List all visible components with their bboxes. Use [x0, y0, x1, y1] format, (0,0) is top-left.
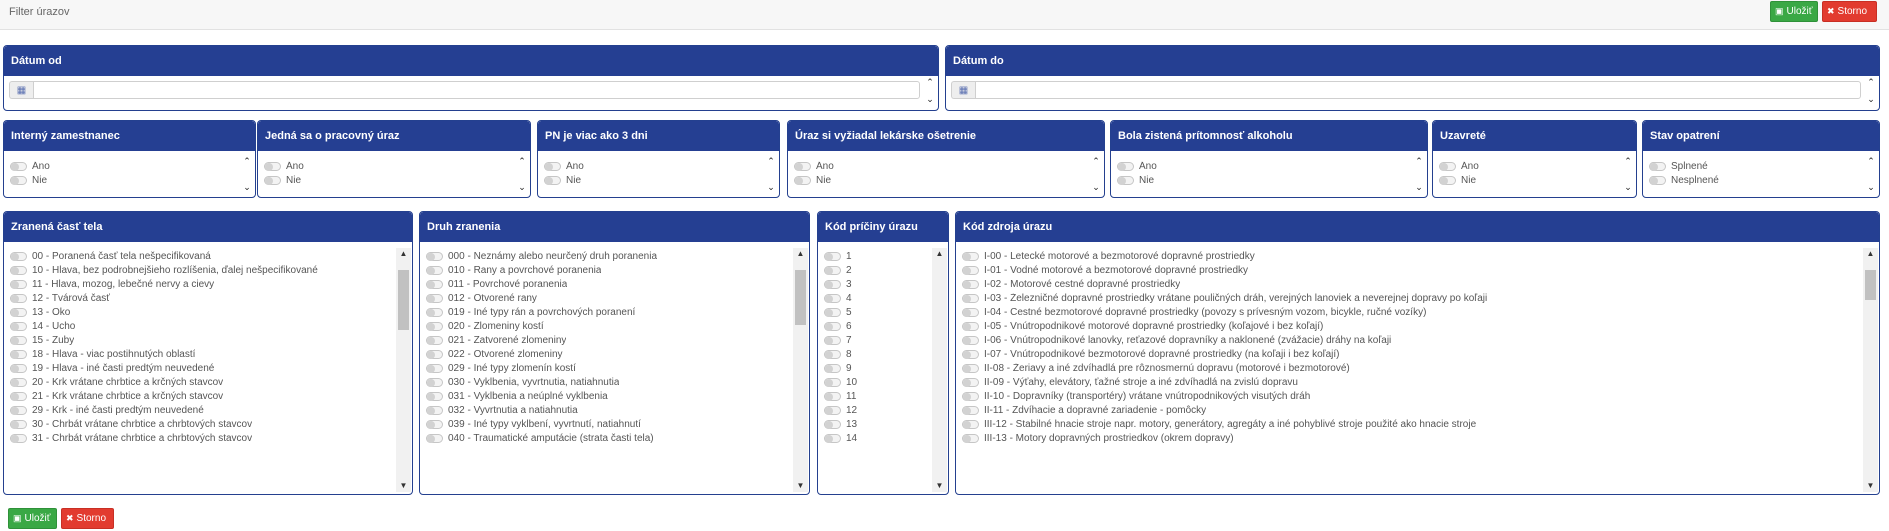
list-item[interactable]: [420, 319, 809, 333]
toggle-switch[interactable]: [824, 308, 841, 317]
chevron-down-icon[interactable]: ⌄: [1867, 182, 1875, 192]
list-item[interactable]: [420, 263, 809, 277]
list-item[interactable]: [4, 319, 412, 333]
list-card: [955, 211, 1880, 495]
toggle-switch[interactable]: [544, 176, 561, 185]
filter-card: [537, 120, 780, 198]
chevron-up-icon[interactable]: ⌃: [926, 77, 934, 87]
filter-option[interactable]: [4, 173, 255, 187]
toggle-switch[interactable]: [824, 392, 841, 401]
filter-label: Uzavreté: [1433, 121, 1636, 151]
toggle-switch[interactable]: [426, 336, 443, 345]
filter-scroll[interactable]: [1622, 155, 1634, 194]
list-item[interactable]: [818, 361, 948, 375]
list-item[interactable]: [420, 431, 809, 445]
item-label: 10 - Hlava, bez podrobnejšieho rozlíšenia, ďalej nešpecifikované: [32, 264, 318, 276]
item-label: 8: [846, 348, 852, 360]
filter-option[interactable]: [1643, 156, 1879, 173]
toggle-switch[interactable]: [824, 406, 841, 415]
toggle-switch[interactable]: [426, 420, 443, 429]
filter-option[interactable]: [258, 156, 530, 173]
list-item[interactable]: [4, 375, 412, 389]
toggle-switch[interactable]: [264, 176, 281, 185]
item-label: I-00 - Letecké motorové a bezmotorové dopravné prostriedky: [984, 250, 1255, 262]
toggle-switch[interactable]: [426, 294, 443, 303]
date-to-card: [945, 45, 1880, 111]
chevron-down-icon[interactable]: ⌄: [1415, 182, 1423, 192]
chevron-up-icon[interactable]: ▲: [399, 249, 408, 258]
cancel-button-bottom[interactable]: [61, 508, 114, 529]
scrollbar[interactable]: [932, 248, 947, 492]
option-label: Nie: [1461, 174, 1477, 186]
item-label: 029 - Iné typy zlomenín kostí: [448, 362, 576, 374]
filter-option[interactable]: [258, 173, 530, 187]
toggle-switch[interactable]: [962, 378, 979, 387]
list-label: Kód príčiny úrazu: [818, 212, 948, 242]
list-item[interactable]: [4, 403, 412, 417]
toggle-switch[interactable]: [1117, 176, 1134, 185]
chevron-up-icon[interactable]: ▲: [1866, 249, 1875, 258]
filter-label: Interný zamestnanec: [4, 121, 255, 151]
toggle-switch[interactable]: [962, 294, 979, 303]
item-label: I-07 - Vnútropodnikové bezmotorové dopravné prostriedky (na koľaji i bez koľají): [984, 348, 1340, 360]
item-label: III-13 - Motory dopravných prostriedkov (okrem dopravy): [984, 432, 1234, 444]
list-item[interactable]: [4, 347, 412, 361]
toggle-switch[interactable]: [426, 406, 443, 415]
option-label: Áno: [566, 160, 584, 172]
option-label: Áno: [1461, 160, 1479, 172]
list-item[interactable]: [956, 361, 1879, 375]
item-label: 031 - Vykĺbenia a neúplné vykĺbenia: [448, 390, 608, 402]
item-label: I-04 - Cestné bezmotorové dopravné prostriedky (povozy s prívesným vozom, bicykle, ručné vozíky): [984, 306, 1427, 318]
filter-option[interactable]: [788, 156, 1104, 173]
filter-label: Stav opatrení: [1643, 121, 1879, 151]
item-label: I-05 - Vnútropodnikové motorové dopravné prostriedky (koľajové i bez koľají): [984, 320, 1324, 332]
chevron-up-icon[interactable]: ⌃: [1867, 156, 1875, 166]
chevron-up-icon[interactable]: ▲: [796, 249, 805, 258]
cancel-button-top[interactable]: [1822, 1, 1877, 22]
list-item[interactable]: [4, 277, 412, 291]
list-item[interactable]: [4, 361, 412, 375]
list-item[interactable]: [956, 333, 1879, 347]
list-item[interactable]: [956, 319, 1879, 333]
list-item[interactable]: [420, 389, 809, 403]
toggle-switch[interactable]: [426, 252, 443, 261]
filter-option[interactable]: [1433, 156, 1636, 173]
item-label: 14 - Ucho: [32, 320, 76, 332]
toggle-switch[interactable]: [794, 162, 811, 171]
filter-option[interactable]: [538, 156, 779, 173]
top-bar: [0, 0, 1889, 30]
page-title: Filter úrazov: [9, 6, 70, 18]
toggle-switch[interactable]: [824, 364, 841, 373]
option-label: Nesplnené: [1671, 174, 1719, 186]
toggle-switch[interactable]: [824, 350, 841, 359]
toggle-switch[interactable]: [10, 294, 27, 303]
item-label: 3: [846, 278, 852, 290]
item-label: 011 - Povrchové poranenia: [448, 278, 568, 290]
date-from-card: [3, 45, 939, 111]
list-item[interactable]: [420, 361, 809, 375]
filter-card: [1110, 120, 1428, 198]
item-label: 10: [846, 376, 858, 388]
save-button-bottom[interactable]: [8, 508, 57, 529]
chevron-down-icon[interactable]: ⌄: [243, 182, 251, 192]
item-label: I-03 - Železničné dopravné prostriedky vrátane pouličných dráh, verejných lanoviek a neverejnej dopravy po koľaji: [984, 292, 1488, 304]
toggle-switch[interactable]: [962, 392, 979, 401]
chevron-up-icon[interactable]: ⌃: [1867, 77, 1875, 87]
list-item[interactable]: [818, 319, 948, 333]
list-item[interactable]: [818, 305, 948, 319]
list-item[interactable]: [420, 375, 809, 389]
item-label: 039 - Iné typy vykĺbení, vyvrtnutí, natiahnutí: [448, 418, 641, 430]
toggle-switch[interactable]: [962, 308, 979, 317]
item-label: 21 - Krk vrátane chrbtice a krčných stavcov: [32, 390, 224, 402]
item-label: 5: [846, 306, 852, 318]
filter-scroll[interactable]: [1413, 155, 1425, 194]
list-item[interactable]: [818, 249, 948, 263]
list-item[interactable]: [818, 347, 948, 361]
item-label: 12 - Tvárová časť: [32, 292, 111, 304]
chevron-up-icon[interactable]: ⌃: [518, 156, 526, 166]
toggle-switch[interactable]: [824, 266, 841, 275]
item-label: 019 - Iné typy rán a povrchových poranení: [448, 306, 636, 318]
item-label: II-09 - Výťahy, elevátory, ťažné stroje a iné zdvíhadlá na zvislú dopravu: [984, 376, 1298, 388]
filter-card: [257, 120, 531, 198]
toggle-switch[interactable]: [962, 434, 979, 443]
date-from-input[interactable]: [33, 81, 920, 99]
list-label: Zranená časť tela: [4, 212, 412, 242]
save-icon: ▣: [13, 513, 22, 523]
filter-scroll[interactable]: [241, 155, 253, 194]
list-item[interactable]: [4, 305, 412, 319]
toggle-switch[interactable]: [962, 322, 979, 331]
filter-label: Jedná sa o pracovný úraz: [258, 121, 530, 151]
scrollbar[interactable]: [396, 248, 411, 492]
option-label: Nie: [32, 174, 48, 186]
chevron-up-icon[interactable]: ▲: [935, 249, 944, 258]
toggle-switch[interactable]: [1439, 162, 1456, 171]
cancel-button-label: Storno: [1837, 6, 1868, 17]
option-label: Nie: [566, 174, 582, 186]
list-item[interactable]: [956, 375, 1879, 389]
item-label: 1: [846, 250, 852, 262]
toggle-switch[interactable]: [10, 420, 27, 429]
chevron-down-icon[interactable]: ▼: [796, 481, 805, 490]
chevron-up-icon[interactable]: ⌃: [1415, 156, 1423, 166]
list-item[interactable]: [4, 249, 412, 263]
toggle-switch[interactable]: [10, 308, 27, 317]
chevron-down-icon[interactable]: ▼: [935, 481, 944, 490]
chevron-up-icon[interactable]: ⌃: [243, 156, 251, 166]
list-item[interactable]: [956, 389, 1879, 403]
list-item[interactable]: [4, 431, 412, 445]
toggle-switch[interactable]: [426, 378, 443, 387]
filter-option[interactable]: [4, 156, 255, 173]
chevron-down-icon[interactable]: ▼: [399, 481, 408, 490]
toggle-switch[interactable]: [794, 176, 811, 185]
list-item[interactable]: [818, 263, 948, 277]
chevron-down-icon[interactable]: ▼: [1866, 481, 1875, 490]
chevron-up-icon[interactable]: ⌃: [1092, 156, 1100, 166]
chevron-down-icon[interactable]: ⌄: [1867, 94, 1875, 104]
list-item[interactable]: [4, 333, 412, 347]
toggle-switch[interactable]: [426, 392, 443, 401]
toggle-switch[interactable]: [962, 336, 979, 345]
item-label: 12: [846, 404, 858, 416]
item-label: 20 - Krk vrátane chrbtice a krčných stavcov: [32, 376, 224, 388]
item-label: 19 - Hlava - iné časti predtým neuvedené: [32, 362, 215, 374]
list-item[interactable]: [420, 403, 809, 417]
scroll-thumb[interactable]: [398, 270, 409, 330]
toggle-switch[interactable]: [426, 350, 443, 359]
date-to-scroll[interactable]: [1865, 76, 1877, 106]
item-label: 13: [846, 418, 858, 430]
date-to-label: Dátum do: [946, 46, 1879, 76]
item-label: II-10 - Dopravníky (transportéry) vrátane vnútropodnikových visutých dráh: [984, 390, 1311, 402]
scroll-thumb[interactable]: [795, 270, 806, 325]
toggle-switch[interactable]: [10, 406, 27, 415]
item-label: 6: [846, 320, 852, 332]
list-item[interactable]: [818, 277, 948, 291]
list-item[interactable]: [420, 333, 809, 347]
item-label: 31 - Chrbát vrátane chrbtice a chrbtových stavcov: [32, 432, 253, 444]
save-button-label: Uložiť: [24, 513, 51, 524]
save-button-top[interactable]: [1770, 1, 1818, 22]
list-item[interactable]: [420, 347, 809, 361]
item-label: 021 - Zatvorené zlomeniny: [448, 334, 567, 346]
item-label: II-08 - Žeriavy a iné zdvíhadlá pre rôznosmernú dopravu (motorové i bezmotorové): [984, 362, 1350, 374]
toggle-switch[interactable]: [426, 266, 443, 275]
save-button-label: Uložiť: [1786, 6, 1813, 17]
item-label: 4: [846, 292, 852, 304]
toggle-switch[interactable]: [962, 406, 979, 415]
toggle-switch[interactable]: [1117, 162, 1134, 171]
toggle-switch[interactable]: [1439, 176, 1456, 185]
list-item[interactable]: [956, 305, 1879, 319]
list-item[interactable]: [818, 403, 948, 417]
toggle-switch[interactable]: [426, 322, 443, 331]
toggle-switch[interactable]: [426, 280, 443, 289]
toggle-switch[interactable]: [1649, 176, 1666, 185]
item-label: 30 - Chrbát vrátane chrbtice a chrbtových stavcov: [32, 418, 253, 430]
list-card: [817, 211, 949, 495]
option-label: Nie: [816, 174, 832, 186]
list-item[interactable]: [420, 277, 809, 291]
scrollbar[interactable]: [1863, 248, 1878, 492]
item-label: 030 - Vykĺbenia, vyvrtnutia, natiahnutia: [448, 376, 620, 388]
toggle-switch[interactable]: [544, 162, 561, 171]
toggle-switch[interactable]: [264, 162, 281, 171]
chevron-down-icon[interactable]: ⌄: [767, 182, 775, 192]
toggle-switch[interactable]: [962, 350, 979, 359]
list-item[interactable]: [818, 389, 948, 403]
item-label: III-12 - Stabilné hnacie stroje napr. motory, generátory, agregáty a iné pohyblivé stroje použité ako hnacie stroje: [984, 418, 1477, 430]
item-label: 010 - Rany a povrchové poranenia: [448, 264, 602, 276]
item-label: 9: [846, 362, 852, 374]
option-label: Nie: [286, 174, 302, 186]
filter-option[interactable]: [788, 173, 1104, 187]
filter-scroll[interactable]: [516, 155, 528, 194]
option-label: Áno: [32, 160, 50, 172]
list-item[interactable]: [420, 417, 809, 431]
filter-label: Úraz si vyžiadal lekárske ošetrenie: [788, 121, 1104, 151]
filter-card: [1432, 120, 1637, 198]
item-label: 13 - Oko: [32, 306, 71, 318]
list-label: Druh zranenia: [420, 212, 809, 242]
item-label: 020 - Zlomeniny kostí: [448, 320, 544, 332]
scroll-thumb[interactable]: [1865, 270, 1876, 300]
filter-card: [787, 120, 1105, 198]
filter-option[interactable]: [1111, 173, 1427, 187]
cancel-icon: ✖: [66, 513, 74, 523]
list-item[interactable]: [4, 417, 412, 431]
item-label: 032 - Vyvrtnutia a natiahnutia: [448, 404, 578, 416]
list-card: [3, 211, 413, 495]
calendar-icon[interactable]: ▦: [9, 81, 33, 99]
toggle-switch[interactable]: [824, 420, 841, 429]
date-from-label: Dátum od: [4, 46, 938, 76]
toggle-switch[interactable]: [824, 434, 841, 443]
filter-label: PN je viac ako 3 dni: [538, 121, 779, 151]
toggle-switch[interactable]: [426, 434, 443, 443]
option-label: Nie: [1139, 174, 1155, 186]
list-item[interactable]: [956, 263, 1879, 277]
toggle-switch[interactable]: [962, 364, 979, 373]
item-label: 15 - Zuby: [32, 334, 75, 346]
item-label: 012 - Otvorené rany: [448, 292, 537, 304]
filter-scroll[interactable]: [765, 155, 777, 194]
toggle-switch[interactable]: [10, 176, 27, 185]
filter-scroll[interactable]: [1090, 155, 1102, 194]
filter-option[interactable]: [1643, 173, 1879, 187]
list-item[interactable]: [956, 291, 1879, 305]
list-item[interactable]: [956, 431, 1879, 445]
cancel-icon: ✖: [1827, 6, 1835, 16]
toggle-switch[interactable]: [426, 308, 443, 317]
cancel-button-label: Storno: [76, 513, 107, 524]
list-item[interactable]: [818, 333, 948, 347]
list-item[interactable]: [956, 347, 1879, 361]
toggle-switch[interactable]: [962, 266, 979, 275]
list-item[interactable]: [4, 389, 412, 403]
filter-scroll[interactable]: [1865, 155, 1877, 194]
list-card: [419, 211, 810, 495]
toggle-switch[interactable]: [10, 378, 27, 387]
item-label: I-01 - Vodné motorové a bezmotorové dopravné prostriedky: [984, 264, 1249, 276]
filter-card: [3, 120, 256, 198]
item-label: I-06 - Vnútropodnikové lanovky, reťazové dopravníky a naklonené (zvážacie) dráhy na koľaji: [984, 334, 1392, 346]
item-label: 11 - Hlava, mozog, lebečné nervy a cievy: [32, 278, 215, 290]
toggle-switch[interactable]: [10, 336, 27, 345]
item-label: 040 - Traumatické amputácie (strata časti tela): [448, 432, 654, 444]
item-label: I-02 - Motorové cestné dopravné prostriedky: [984, 278, 1181, 290]
toggle-switch[interactable]: [426, 364, 443, 373]
list-item[interactable]: [956, 249, 1879, 263]
option-label: Splnené: [1671, 160, 1708, 172]
toggle-switch[interactable]: [824, 336, 841, 345]
chevron-up-icon[interactable]: ⌃: [1624, 156, 1632, 166]
item-label: 2: [846, 264, 852, 276]
list-item[interactable]: [956, 417, 1879, 431]
toggle-switch[interactable]: [962, 420, 979, 429]
toggle-switch[interactable]: [10, 252, 27, 261]
list-item[interactable]: [4, 263, 412, 277]
toggle-switch[interactable]: [824, 378, 841, 387]
item-label: 29 - Krk - iné časti predtým neuvedené: [32, 404, 204, 416]
toggle-switch[interactable]: [10, 266, 27, 275]
toggle-switch[interactable]: [10, 350, 27, 359]
list-item[interactable]: [956, 403, 1879, 417]
toggle-switch[interactable]: [824, 280, 841, 289]
date-from-scroll[interactable]: [924, 76, 936, 106]
item-label: 022 - Otvorené zlomeniny: [448, 348, 563, 360]
item-label: 000 - Neznámy alebo neurčený druh poranenia: [448, 250, 658, 262]
option-label: Áno: [286, 160, 304, 172]
chevron-down-icon[interactable]: ⌄: [926, 94, 934, 104]
filter-option[interactable]: [1111, 156, 1427, 173]
calendar-icon[interactable]: ▦: [951, 81, 975, 99]
date-to-input[interactable]: [975, 81, 1861, 99]
list-item[interactable]: [420, 249, 809, 263]
item-label: II-11 - Zdvíhacie a dopravné zariadenie - pomôcky: [984, 404, 1207, 416]
list-item[interactable]: [818, 417, 948, 431]
filter-card: [1642, 120, 1880, 198]
list-item[interactable]: [818, 375, 948, 389]
save-icon: ▣: [1775, 6, 1784, 16]
toggle-switch[interactable]: [962, 280, 979, 289]
toggle-switch[interactable]: [10, 162, 27, 171]
toggle-switch[interactable]: [824, 322, 841, 331]
item-label: 11: [846, 390, 857, 402]
item-label: 14: [846, 432, 858, 444]
item-label: 00 - Poranená časť tela nešpecifikovaná: [32, 250, 211, 262]
list-label: Kód zdroja úrazu: [956, 212, 1879, 242]
toggle-switch[interactable]: [10, 280, 27, 289]
toggle-switch[interactable]: [824, 252, 841, 261]
chevron-down-icon[interactable]: ⌄: [1624, 182, 1632, 192]
option-label: Áno: [1139, 160, 1157, 172]
toggle-switch[interactable]: [10, 434, 27, 443]
toggle-switch[interactable]: [1649, 162, 1666, 171]
list-item[interactable]: [4, 291, 412, 305]
toggle-switch[interactable]: [962, 252, 979, 261]
list-item[interactable]: [818, 431, 948, 445]
filter-option[interactable]: [538, 173, 779, 187]
list-item[interactable]: [420, 291, 809, 305]
toggle-switch[interactable]: [10, 392, 27, 401]
chevron-down-icon[interactable]: ⌄: [1092, 182, 1100, 192]
item-label: 7: [846, 334, 852, 346]
scrollbar[interactable]: [793, 248, 808, 492]
chevron-up-icon[interactable]: ⌃: [767, 156, 775, 166]
item-label: 18 - Hlava - viac postihnutých oblastí: [32, 348, 196, 360]
list-item[interactable]: [818, 291, 948, 305]
filter-label: Bola zistená prítomnosť alkoholu: [1111, 121, 1427, 151]
list-item[interactable]: [420, 305, 809, 319]
list-item[interactable]: [956, 277, 1879, 291]
option-label: Áno: [816, 160, 834, 172]
chevron-down-icon[interactable]: ⌄: [518, 182, 526, 192]
filter-option[interactable]: [1433, 173, 1636, 187]
toggle-switch[interactable]: [10, 322, 27, 331]
toggle-switch[interactable]: [10, 364, 27, 373]
toggle-switch[interactable]: [824, 294, 841, 303]
